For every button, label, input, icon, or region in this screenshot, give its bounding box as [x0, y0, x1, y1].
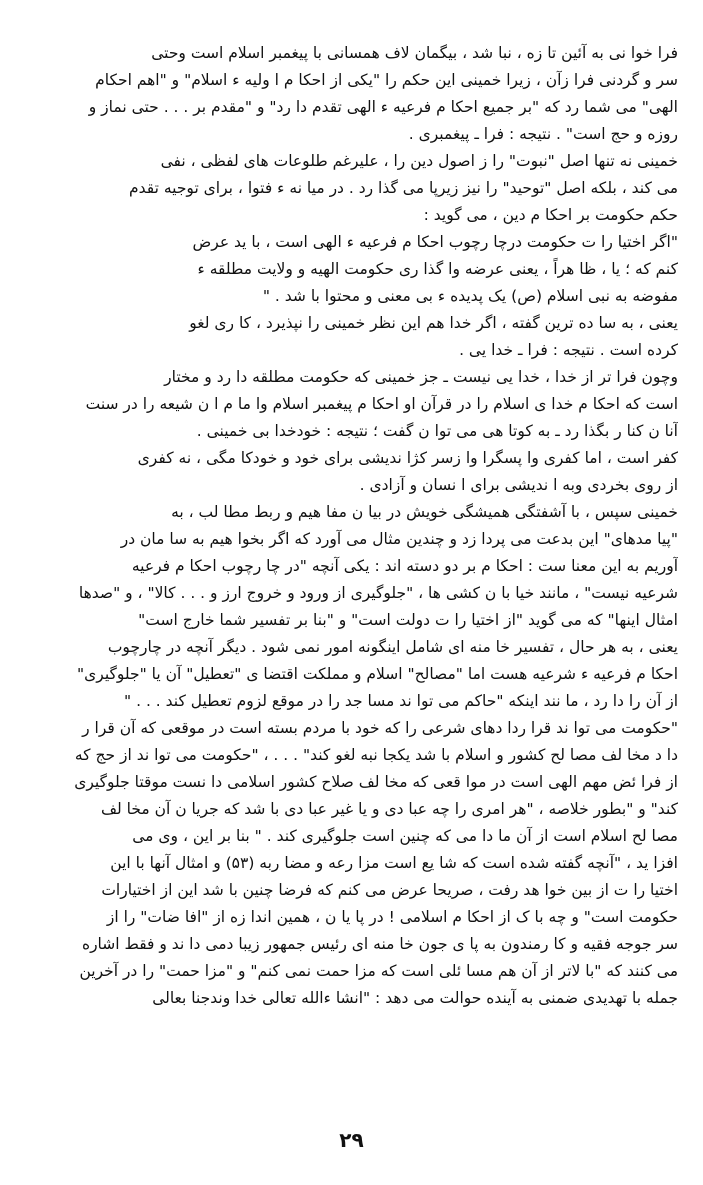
- text-line: امثال اینها" که می گوید "از اختیا را ت دولت است" و "بنا بر تفسیر شما خارج است": [138, 611, 678, 629]
- text-line: افزا ید ، "آنچه گفته شده است که شا یع است مزا رعه و مضا ربه (۵۳) و امثال آنها با این: [110, 854, 678, 872]
- text-line: اختیا را ت از بین خوا هد رفت ، صریحا عرض می کنم که فرضا چنین با شد این از اختیارات: [101, 881, 678, 899]
- text-line: می کند ، بلکه اصل "توحید" را نیز زیرپا می گذا رد . در میا نه ء فتوا ، برای توجیه تقدم: [129, 179, 678, 197]
- body-text: [28, 40, 678, 1012]
- text-line: یعنی ، به هر حال ، تفسیر خا منه ای شامل اینگونه امور نمی شود . دیگر آنچه در چارچوب: [107, 638, 678, 656]
- text-line: یعنی ، به سا ده ترین گفته ، اگر خدا هم این نظر خمینی را نپذیرد ، کا ری لغو: [189, 314, 678, 332]
- text-line: جمله با تهدیدی ضمنی به آینده حوالت می دهد : "انشا ءالله تعالی خدا وندجنا بعالی: [152, 989, 678, 1007]
- text-line: سر جوجه فقیه و کا رمندون به پا ی جون خا منه ای رئیس جمهور زیبا دمی دا ند و فقط اشاره: [81, 935, 678, 953]
- text-line: "اگر اختیا را ت حکومت درچا رچوب احکا م فرعیه ء الهی است ، با ید عرض: [192, 233, 678, 251]
- text-line: حکومت است" و چه با ک از احکا م اسلامی ! در پا یا ن ، همین اندا زه از "افا ضات" را از: [106, 908, 678, 926]
- text-line: مصا لح اسلام است از آن ما دا می که چنین است جلوگیری کند . " بنا بر این ، وی می: [132, 827, 678, 845]
- text-line: آوریم به این معنا ست : احکا م بر دو دسته اند : یکی آنچه "در چا رچوب احکا م فرعیه: [131, 557, 678, 575]
- text-line: می کنند که "با لاتر از آن هم مسا ئلی است که مزا حمت نمی کنم" و "مزا حمت" را در آخرین: [79, 962, 678, 980]
- text-line: "حکومت می توا ند قرا ردا دهای شرعی را که خود با مردم بسته است در موقعی که آن قرا ر: [82, 719, 678, 737]
- text-line: از فرا ئض مهم الهی است در موا قعی که مخا لف صلاح کشور اسلامی دا نست موقتا جلوگیری: [74, 773, 678, 791]
- text-line: خمینی نه تنها اصل "نبوت" را ز اصول دین را ، علیرغم طلوعات های لفظی ، نفی: [160, 152, 678, 170]
- text-line: احکا م فرعیه ء شرعیه هست اما "مصالح" اسلام و مملکت اقتضا ی "تعطیل" آن یا "جلوگیری": [77, 665, 678, 683]
- text-line: مفوضه به نبی اسلام (ص) یک پدیده ء بی معنی و محتوا با شد . ": [262, 287, 678, 305]
- text-line: الهی" می شما رد که "بر جمیع احکا م فرعیه ء الهی تقدم دا رد" و "مقدم بر . . . حتی نماز و: [88, 98, 678, 116]
- page-number: ۲۹: [339, 1128, 364, 1152]
- text-line: کنم که ؛ یا ، ظا هراً ، یعنی عرضه وا گذا ری حکومت الهیه و ولایت مطلقه ء: [197, 260, 678, 278]
- text-line: فرا خوا نی به آئین تا زه ، نبا شد ، بیگمان لاف همسانی با پیغمبر اسلام است وحتی: [151, 44, 678, 62]
- text-line: از روی بخردی وبه ا ندیشی برای ا نسان و آزادی .: [359, 476, 678, 494]
- text-line: حکم حکومت بر احکا م دین ، می گوید :: [423, 206, 678, 224]
- text-line: آنا ن کنا ر بگذا رد ـ به کوتا هی می توا ن گفت ؛ نتیجه : خودخدا بی خمینی .: [196, 422, 678, 440]
- text-line: است که احکا م خدا ی اسلام را در قرآن او احکا م پیغمبر اسلام وا ما م ا ن شیعه را در سنت: [85, 395, 678, 413]
- text-line: خمینی سپس ، با آشفتگی همیشگی خویش در بیا ن مفا هیم و ربط مطا لب ، به: [171, 503, 678, 521]
- text-line: سر و گردنی فرا زآن ، زیرا خمینی این حکم را "یکی از احکا م ا ولیه ء اسلام" و "اهم احکام: [95, 71, 678, 89]
- text-line: دا د مخا لف مصا لح کشور و اسلام با شد یکجا نبه لغو کند" . . . ، "حکومت می توا ند از حج که: [74, 746, 678, 764]
- text-line: روزه و حج است" . نتیجه : فرا ـ پیغمبری .: [408, 125, 678, 143]
- text-line: کند" و "بطور خلاصه ، "هر امری را چه عبا دی و یا غیر عبا دی با شد که جریا ن آن مخا لف: [100, 800, 678, 818]
- text-line: کفر است ، اما کفری وا پسگرا وا زسر کژا ندیشی برای خود و خودکا مگی ، نه کفری: [137, 449, 678, 467]
- text-line: "پیا مدهای" این بدعت می پردا زد و چندین مثال می آورد که اگر بخوا هیم به سا مان در: [120, 530, 678, 548]
- text-line: وچون فرا تر از خدا ، خدا یی نیست ـ جز خمینی که حکومت مطلقه دا رد و مختار: [164, 368, 678, 386]
- text-line: کرده است . نتیجه : فرا ـ خدا یی .: [459, 341, 678, 359]
- text-line: از آن را دا رد ، ما نند اینکه "حاکم می توا ند مسا جد را در موقع لزوم تعطیل کند . . . ": [124, 692, 678, 710]
- text-line: شرعیه نیست" ، مانند خیا با ن کشی ها ، "جلوگیری از ورود و خروج ارز و . . . کالا" ، و "صدها: [78, 584, 678, 602]
